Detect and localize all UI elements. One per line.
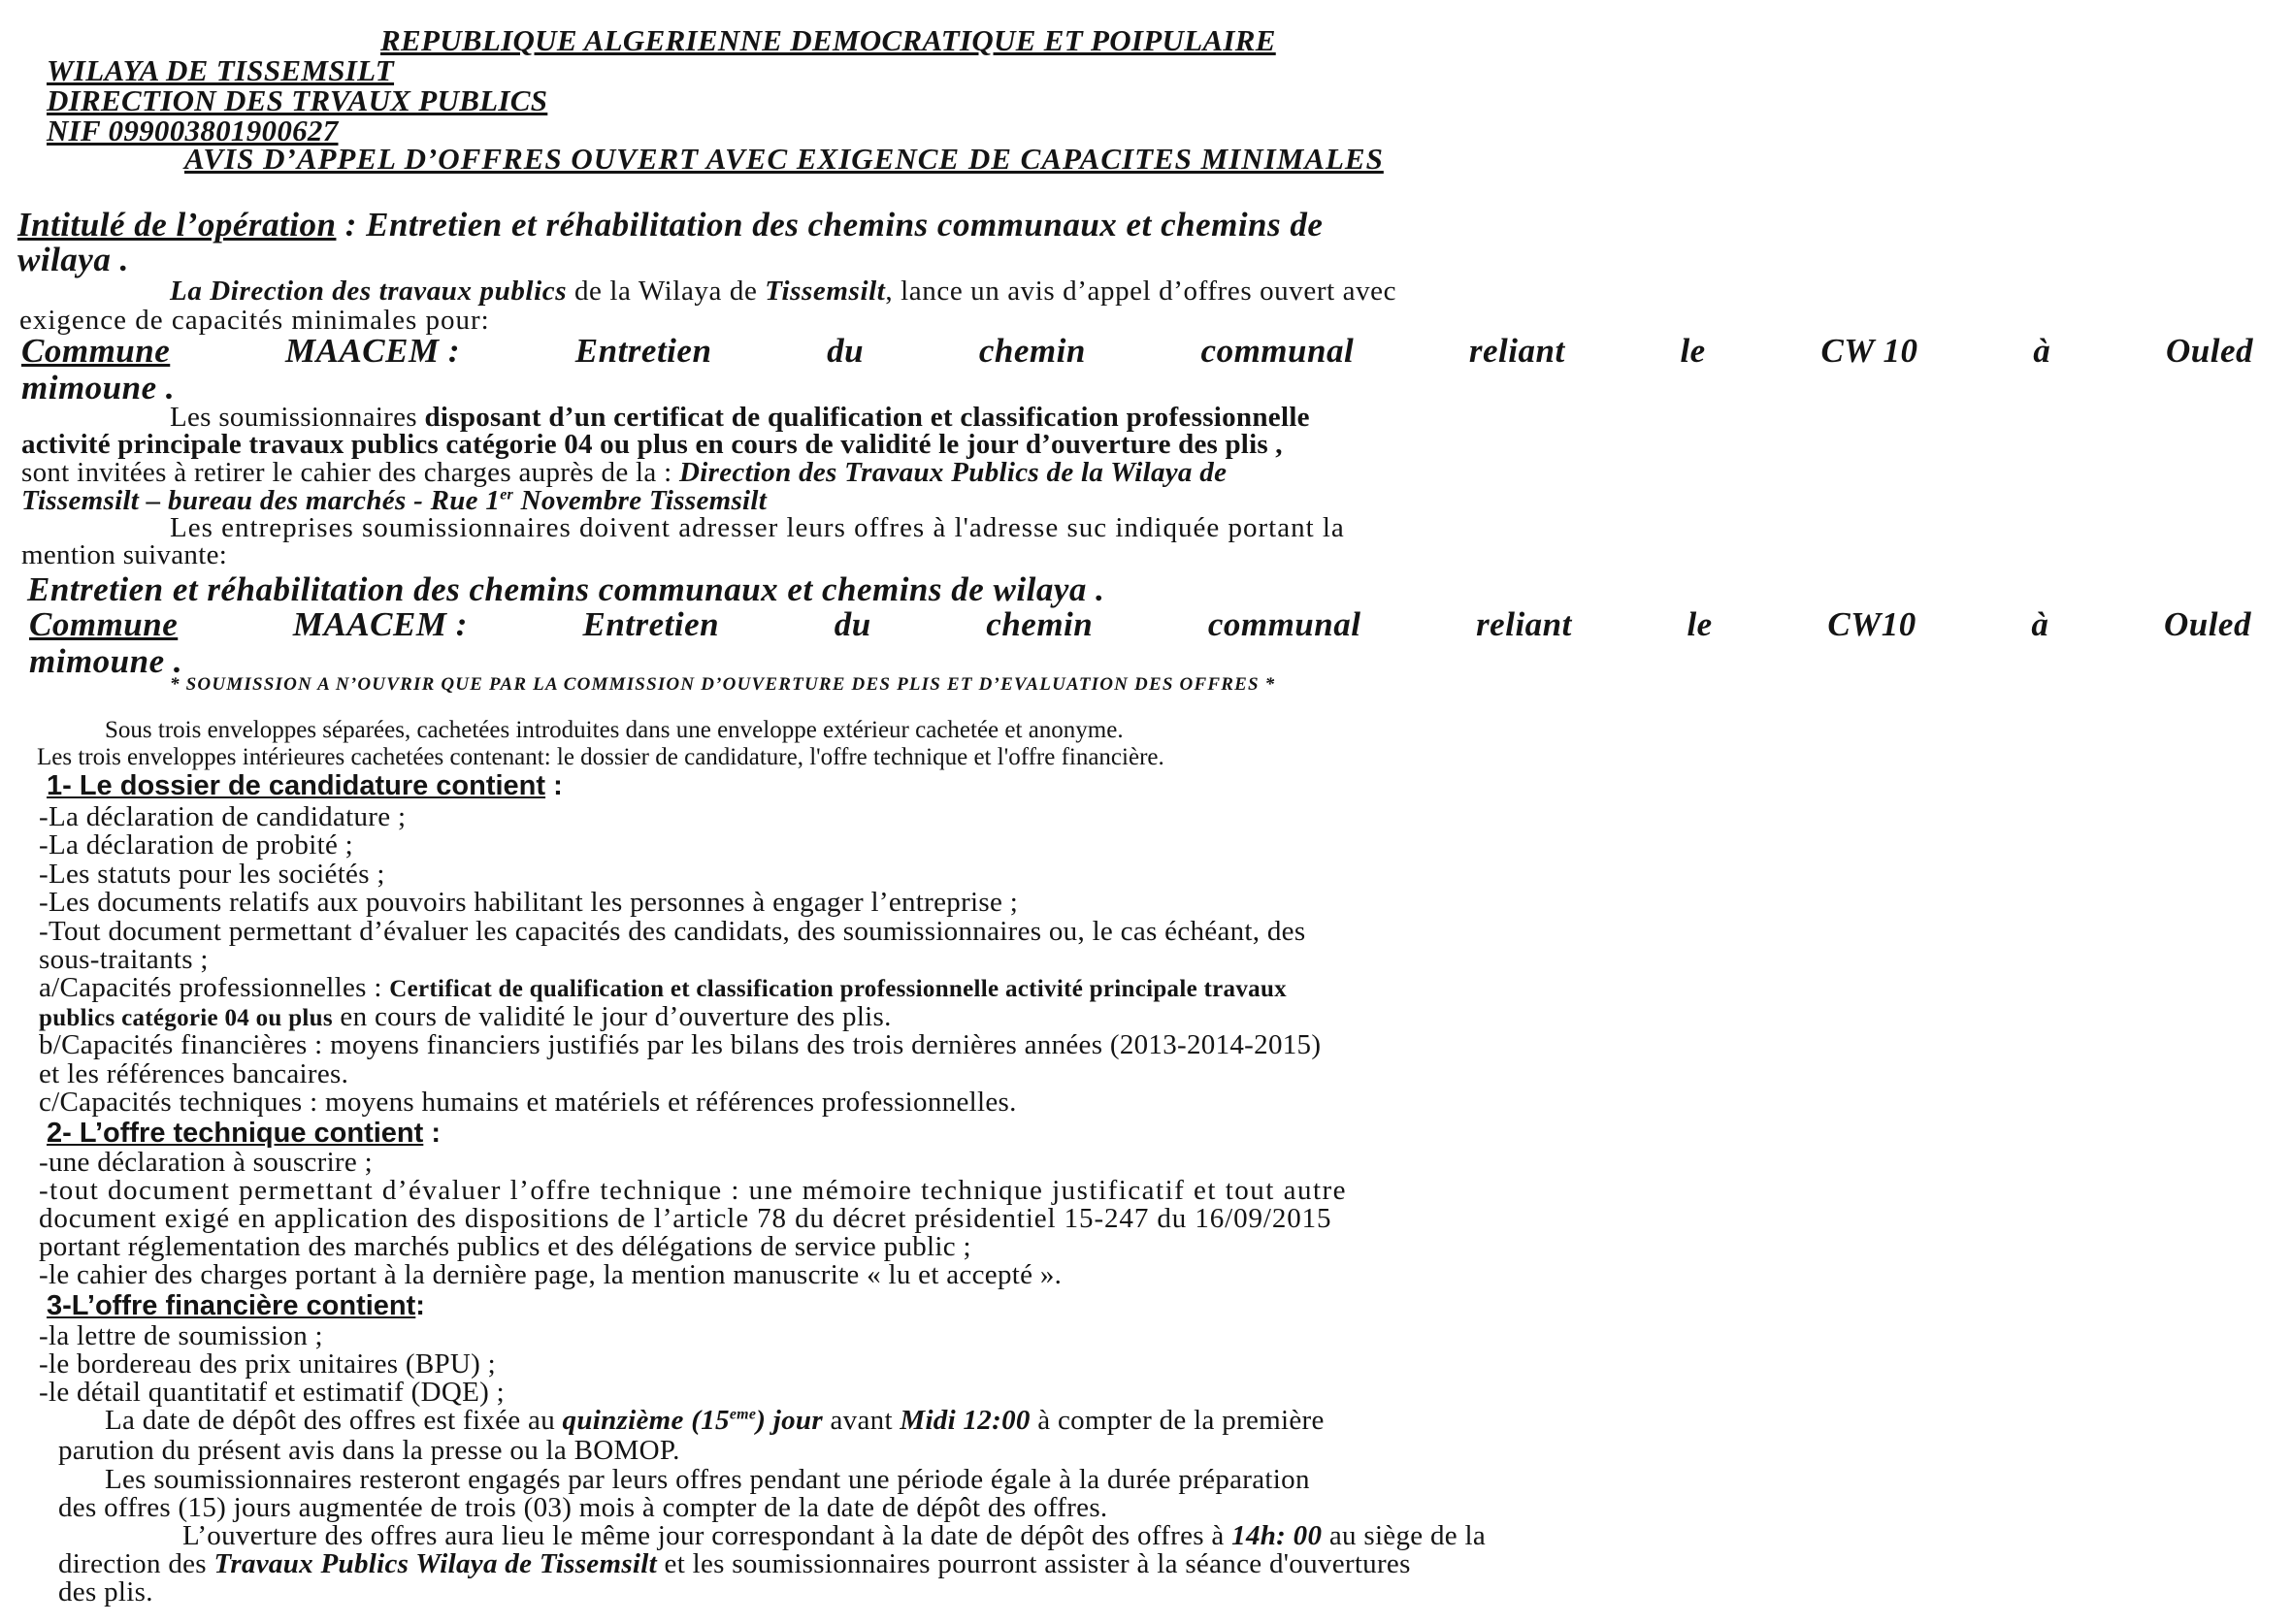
section-1-item: sous-traitants ; xyxy=(39,944,209,975)
commune1-word: chemin xyxy=(978,332,1086,370)
date-bi3: Midi 12:00 xyxy=(900,1405,1031,1436)
date-rest: à compter de la première xyxy=(1030,1405,1325,1436)
commune1-word: du xyxy=(827,332,865,370)
soum-address-sup: er xyxy=(500,486,514,503)
soum-bold: disposant d’un certificat de qualification et classification professionnelle xyxy=(424,402,1310,433)
section-2-title xyxy=(47,1120,441,1148)
intitule-label: Intitulé de l’opération xyxy=(17,206,337,244)
commune2-word: reliant xyxy=(1476,605,1572,643)
section-1-item: -La déclaration de probité ; xyxy=(39,829,354,861)
commune2-word: MAACEM : xyxy=(292,605,468,643)
commune2-word: à xyxy=(2031,605,2049,643)
ouverture-line-2 xyxy=(58,1550,1411,1578)
commune1-word: MAACEM : xyxy=(285,332,461,370)
direction-title: DIRECTION DES TRVAUX PUBLICS xyxy=(47,83,548,117)
intitule-text: : Entretien et réhabilitation des chemins communaux et chemins de xyxy=(336,206,1324,244)
commune1-word: CW 10 xyxy=(1820,332,1918,370)
date-sup: eme xyxy=(729,1406,757,1423)
nif-line: NIF 099003801900627 xyxy=(47,114,339,147)
soum-line-4 xyxy=(21,487,767,515)
envelopes-line-2: Les trois enveloppes intérieures cachetées contenant: le dossier de candidature, l'offre technique et l'offre financière. xyxy=(37,744,1164,770)
ouv-a: L’ouverture des offres aura lieu le même jour correspondant à la date de dépôt des offres à xyxy=(182,1520,1232,1551)
avis-title: AVIS D’APPEL D’OFFRES OUVERT AVEC EXIGENCE DE CAPACITES MINIMALES xyxy=(184,142,1384,176)
cap-a-rest: en cours de validité le jour d’ouverture des plis. xyxy=(332,1001,892,1032)
commune-line-1 xyxy=(21,334,2253,368)
commune1-word: le xyxy=(1680,332,1706,370)
commune1-word: communal xyxy=(1200,332,1355,370)
soum-line-1 xyxy=(170,404,1310,432)
soum-line-6: mention suivante: xyxy=(21,539,228,570)
capacites-professionnelles xyxy=(39,974,1287,1002)
commune2-word: communal xyxy=(1207,605,1361,643)
date-a: La date de dépôt des offres est fixée au xyxy=(105,1405,563,1436)
ouv-l2bi: Travaux Publics Wilaya de Tissemsilt xyxy=(213,1548,657,1579)
commune2-word: chemin xyxy=(986,605,1094,643)
section-1-heading: 1- Le dossier de candidature contient xyxy=(47,770,546,801)
republic-title: REPUBLIQUE ALGERIENNE DEMOCRATIQUE ET POIPULAIRE xyxy=(380,23,1276,57)
ouv-l2a: direction des xyxy=(58,1548,214,1579)
commune1-word: reliant xyxy=(1468,332,1565,370)
ouv-l2rest: et les soumissionnaires pourront assister à la séance d'ouvertures xyxy=(656,1548,1411,1579)
commune2-word: CW10 xyxy=(1827,605,1916,643)
capacites-financieres-2: et les références bancaires. xyxy=(39,1058,349,1089)
section-2-item: -une déclaration à souscrire ; xyxy=(39,1147,373,1178)
commune2-word: Entretien xyxy=(582,605,720,643)
engagement-line-1: Les soumissionnaires resteront engagés par leurs offres pendant une période égale à la durée préparation xyxy=(105,1464,1310,1495)
intro-mid: de la Wilaya de xyxy=(567,276,766,307)
section-2-colon: : xyxy=(423,1118,442,1149)
cap-a-bold: Certificat de qualification et classification professionnelle activité principale travaux xyxy=(389,976,1287,1002)
commune-line-1b: mimoune . xyxy=(21,369,176,406)
intro-line-2: exigence de capacités minimales pour: xyxy=(19,305,490,336)
date-bi: quinzième (15 xyxy=(562,1405,730,1436)
soumission-notice: * SOUMISSION A N’OUVRIR QUE PAR LA COMMISSION D’OUVERTURE DES PLIS ET D’EVALUATION DES OFFRES * xyxy=(170,674,1276,695)
section-3-item: -la lettre de soumission ; xyxy=(39,1320,323,1351)
soum-line-2: activité principale travaux publics catégorie 04 ou plus en cours de validité le jour d’ouverture des plis , xyxy=(21,429,1283,460)
soum-address-a: Tissemsilt – bureau des marchés - Rue 1 xyxy=(21,485,501,516)
date-mid: avant xyxy=(822,1405,901,1436)
intro-city: Tissemsilt xyxy=(765,276,886,307)
date-bi2: ) jour xyxy=(756,1405,823,1436)
ouv-rest: au siège de la xyxy=(1322,1520,1487,1551)
section-2-item: -tout document permettant d’évaluer l’offre technique : une mémoire technique justificatif et tout autre xyxy=(39,1175,1348,1206)
section-2-item: document exigé en application des dispositions de l’article 78 du décret présidentiel 15-247 du 16/09/2015 xyxy=(39,1203,1332,1234)
ouverture-line-3: des plis. xyxy=(58,1576,153,1608)
envelopes-line-1: Sous trois enveloppes séparées, cachetées introduites dans une enveloppe extérieur cachetée et anonyme. xyxy=(105,717,1124,743)
section-2-item: portant réglementation des marchés publics et des délégations de service public ; xyxy=(39,1231,971,1262)
intro-rest: , lance un avis d’appel d’offres ouvert avec xyxy=(885,276,1397,307)
intitule-line xyxy=(17,208,1323,242)
section-1-item: -Les documents relatifs aux pouvoirs habilitant les personnes à engager l’entreprise ; xyxy=(39,887,1019,918)
commune2-word: du xyxy=(834,605,871,643)
soum-lead: Les soumissionnaires xyxy=(170,402,425,433)
date-depot-line-2: parution du présent avis dans la presse ou la BOMOP. xyxy=(58,1435,680,1466)
intitule-line-2: wilaya . xyxy=(17,241,129,278)
capacites-techniques: c/Capacités techniques : moyens humains et matériels et références professionnelles. xyxy=(39,1087,1017,1118)
soum-plain: sont invitées à retirer le cahier des charges auprès de la : xyxy=(21,457,680,488)
cap-a-bold-2: publics catégorie 04 ou plus xyxy=(39,1005,333,1031)
section-1-item: -Les statuts pour les sociétés ; xyxy=(39,859,385,890)
commune-line-2 xyxy=(29,607,2251,641)
commune-label: Commune xyxy=(21,332,171,370)
engagement-line-2: des offres (15) jours augmentée de trois (03) mois à compter de la date de dépôt des offres. xyxy=(58,1492,1108,1523)
section-1-title xyxy=(47,772,563,800)
intro-line xyxy=(170,277,1396,306)
commune-line-2b: mimoune . xyxy=(29,642,183,680)
section-3-item: -le détail quantitatif et estimatif (DQE) ; xyxy=(39,1377,505,1408)
capacites-professionnelles-2 xyxy=(39,1003,892,1031)
section-3-title xyxy=(47,1292,425,1320)
commune-label: Commune xyxy=(29,605,179,643)
commune1-word: à xyxy=(2033,332,2051,370)
section-2-item: -le cahier des charges portant à la dernière page, la mention manuscrite « lu et accepté ». xyxy=(39,1259,1063,1290)
commune2-word: Ouled xyxy=(2163,605,2251,643)
section-1-item: -La déclaration de candidature ; xyxy=(39,801,407,832)
cap-a-label: a/Capacités professionnelles : xyxy=(39,972,390,1003)
commune1-word: Ouled xyxy=(2166,332,2253,370)
capacites-financieres: b/Capacités financières : moyens financiers justifiés par les bilans des trois dernières années (2013-2014-2015) xyxy=(39,1029,1322,1060)
soum-address-b: Novembre Tissemsilt xyxy=(513,485,768,516)
section-3-item: -le bordereau des prix unitaires (BPU) ; xyxy=(39,1348,497,1380)
section-3-colon: : xyxy=(415,1290,425,1321)
date-depot-line xyxy=(105,1407,1325,1435)
section-3-heading: 3-L’offre financière contient xyxy=(47,1290,416,1321)
soum-direction: Direction des Travaux Publics de la Wilaya de xyxy=(679,457,1228,488)
soum-line-3 xyxy=(21,459,1227,487)
section-1-colon: : xyxy=(545,770,563,801)
mention-line-1: Entretien et réhabilitation des chemins communaux et chemins de wilaya . xyxy=(27,570,1105,608)
section-1-item: -Tout document permettant d’évaluer les capacités des candidats, des soumissionnaires ou, le cas échéant, des xyxy=(39,916,1306,947)
ouv-time: 14h: 00 xyxy=(1231,1520,1323,1551)
commune2-word: le xyxy=(1687,605,1713,643)
soum-line-5: Les entreprises soumissionnaires doivent adresser leurs offres à l'adresse suc indiquée portant la xyxy=(170,512,1345,543)
ouverture-line-1 xyxy=(182,1522,1486,1550)
section-2-heading: 2- L’offre technique contient xyxy=(47,1118,424,1149)
wilaya-title: WILAYA DE TISSEMSILT xyxy=(47,53,395,87)
commune1-word: Entretien xyxy=(574,332,712,370)
intro-direction: La Direction des travaux publics xyxy=(170,276,568,307)
